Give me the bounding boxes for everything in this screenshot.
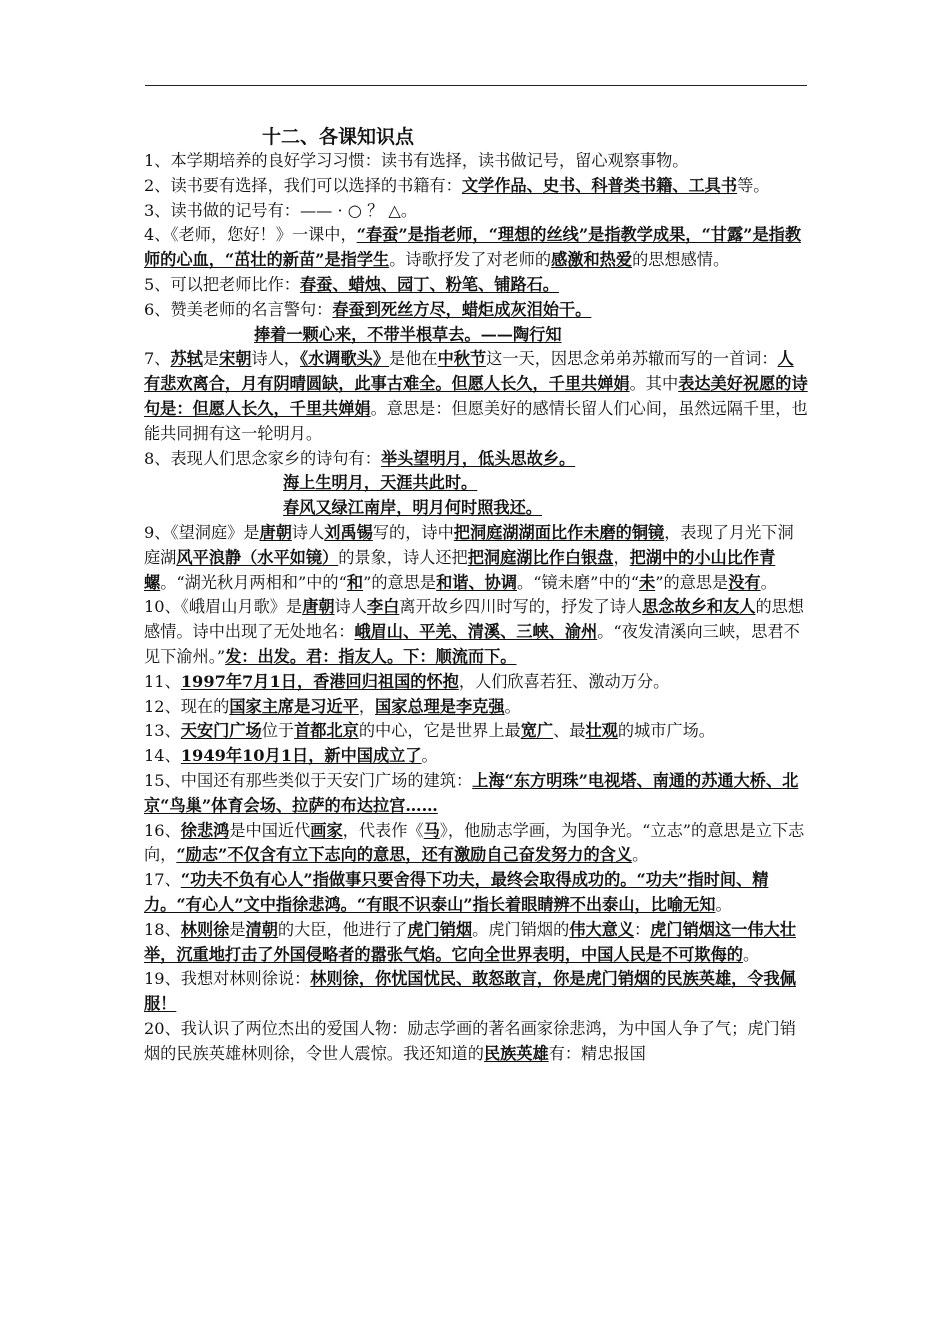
knowledge-item-4 xyxy=(144,223,808,273)
plain-text: ： xyxy=(634,919,651,939)
emphasis-text: 思念故乡和友人 xyxy=(642,597,756,617)
knowledge-item-10 xyxy=(144,595,808,669)
emphasis-text: 唐朝 xyxy=(259,522,292,542)
knowledge-item-20 xyxy=(144,1017,808,1067)
emphasis-text: 民族英雄 xyxy=(483,1043,549,1063)
emphasis-text: 国家主席是习近平 xyxy=(229,696,359,716)
emphasis-text: 唐朝 xyxy=(302,597,335,617)
plain-text: 。“湖光秋月两相和”中的“ xyxy=(160,572,347,592)
knowledge-item-14 xyxy=(144,744,808,769)
plain-text: 、最 xyxy=(553,721,586,741)
knowledge-item-11 xyxy=(144,670,808,695)
plain-text: 17、 xyxy=(144,870,181,890)
emphasis-text: 刘禹锡 xyxy=(324,522,373,542)
plain-text: 6、赞美老师的名言警句： xyxy=(144,299,333,319)
header-rule xyxy=(145,85,807,86)
plain-text: 的城市广场。 xyxy=(617,721,715,741)
plain-text: 的思想感情。诗中出现了无处地名： xyxy=(144,597,804,642)
plain-text: 。其中 xyxy=(629,374,679,394)
plain-text: 是 xyxy=(202,349,220,369)
plain-text: 10、《峨眉山月歌》是 xyxy=(144,597,303,617)
plain-text: 》，他励志学画，为国争光。“立志”的意思是立下志向， xyxy=(144,820,805,865)
plain-text: ，代表作《 xyxy=(342,820,424,840)
emphasis-text: 把湖中的小山比作青螺 xyxy=(144,547,776,592)
emphasis-text: 画家 xyxy=(310,820,343,840)
plain-text: 。意思是：但愿美好的感情长留人们心间，虽然远隔千里，也能共同拥有这一轮明月。 xyxy=(144,398,808,443)
quote-line: 捧着一颗心来，不带半根草去。——陶行知 xyxy=(254,324,562,344)
knowledge-item-18 xyxy=(144,918,808,968)
emphasis-text: 未 xyxy=(639,572,656,592)
emphasis-text: “春蚕”是指老师，“理想的丝线”是指教学成果，“甘露”是指教师的心血，“茁壮的新苗”是指学生 xyxy=(144,225,802,270)
plain-text: 8、表现人们思念家乡的诗句有： xyxy=(144,448,381,468)
emphasis-text: 宽广 xyxy=(520,721,554,741)
emphasis-text: 人有悲欢离合，月有阴晴圆缺，此事古难全。但愿人长久，千里共婵娟 xyxy=(144,349,794,394)
emphasis-text: 清朝 xyxy=(245,919,278,939)
knowledge-item-6-continued xyxy=(144,323,808,348)
emphasis-text: 李白 xyxy=(366,597,400,617)
knowledge-item-8-continued xyxy=(144,471,808,496)
knowledge-item-7 xyxy=(144,347,808,446)
emphasis-text: 虎门销烟 xyxy=(407,919,473,939)
plain-text: 1、本学期培养的良好学习习惯：读书有选择，读书做记号，留心观察事物。 xyxy=(144,151,689,170)
knowledge-item-19 xyxy=(144,967,808,1017)
plain-text: 诗人 xyxy=(291,522,325,542)
knowledge-item-13 xyxy=(144,719,808,744)
emphasis-text: 林则徐，你忧国忧民、敢怒敢言，你是虎门销烟的民族英雄，令我佩服！ xyxy=(144,969,796,1014)
plain-text: 诗人， xyxy=(251,349,300,369)
emphasis-text: “功夫不负有心人”指做事只要舍得下功夫，最终会取得成功的。“功夫”指时间、精力。“有心人”文中指徐悲鸿。“有眼不识泰山”指长着眼睛辨不出泰山，比喻无知 xyxy=(144,870,769,914)
emphasis-text: 春蚕、蜡烛、园丁、粉笔、铺路石。 xyxy=(300,274,559,294)
knowledge-item-17 xyxy=(144,868,808,918)
plain-text: 写的，诗中 xyxy=(372,522,454,542)
emphasis-text: 发：出发。君：指友人。下：顺流而下。 xyxy=(225,646,517,666)
plain-text: 9、《望洞庭》是 xyxy=(144,522,260,542)
plain-text: 5、可以把老师比作： xyxy=(144,274,300,294)
plain-text: 等。 xyxy=(737,175,770,195)
emphasis-text: 和 xyxy=(346,572,364,592)
emphasis-text: 首都北京 xyxy=(294,721,359,741)
plain-text: 。 xyxy=(715,894,732,914)
plain-text: 诗人 xyxy=(334,597,367,617)
plain-text: 的景象，诗人还把 xyxy=(338,547,468,567)
emphasis-text: 天安门广场 xyxy=(180,721,262,741)
plain-text: 14、 xyxy=(144,746,181,766)
emphasis-text: 举头望明月，低头思故乡。 xyxy=(380,448,576,468)
knowledge-item-1 xyxy=(144,149,808,174)
knowledge-item-15 xyxy=(144,769,808,819)
plain-text: 7、 xyxy=(144,349,171,369)
plain-text: 的中心，它是世界上最 xyxy=(358,721,521,741)
emphasis-text: 苏轼 xyxy=(170,349,203,369)
emphasis-text: 峨眉山、平羌、清溪、三峡、渝州 xyxy=(354,622,598,642)
plain-text: 12、现在的 xyxy=(144,696,230,716)
plain-text: ， xyxy=(358,696,376,716)
plain-text: 。 xyxy=(504,696,521,716)
emphasis-text: 壮观 xyxy=(585,721,618,741)
plain-text: 13、 xyxy=(144,721,181,741)
knowledge-item-2 xyxy=(144,174,808,199)
knowledge-item-12 xyxy=(144,695,808,720)
plain-text: 20、我认识了两位杰出的爱国人物：励志学画的著名画家徐悲鸿，为中国人争了气；虎门销烟的民族英雄林则徐，令世人震惊。我还知道的 xyxy=(144,1018,796,1063)
emphasis-text: 文学作品、史书、科普类书籍、工具书 xyxy=(461,175,738,195)
knowledge-item-8-continued xyxy=(144,496,808,521)
plain-text: 。虎门销烟的 xyxy=(472,919,570,939)
emphasis-text: 伟大意义 xyxy=(569,919,635,939)
knowledge-item-5 xyxy=(144,273,808,298)
knowledge-item-8 xyxy=(144,447,808,472)
emphasis-text: 风平浪静（水平如镜） xyxy=(176,547,339,567)
emphasis-text: 马 xyxy=(423,820,440,840)
page-title: 十二、各课知识点 xyxy=(262,126,415,148)
emphasis-text: 把洞庭湖比作白银盘 xyxy=(467,547,614,567)
plain-text: 15、中国还有那些类似于天安门广场的建筑： xyxy=(144,770,473,790)
plain-text: 是中国近代 xyxy=(229,820,311,840)
emphasis-text: 把洞庭湖湖面比作未磨的铜镜 xyxy=(453,522,665,542)
emphasis-text: 《水调歌头》 xyxy=(300,349,390,369)
plain-text: 是 xyxy=(229,919,246,939)
plain-text: 这一天，因思念弟弟苏辙而写的一首词： xyxy=(486,349,778,369)
emphasis-text: 林则徐 xyxy=(180,919,230,939)
emphasis-text: 中秋节 xyxy=(437,349,487,369)
emphasis-text: 感激和热爱 xyxy=(551,250,633,270)
plain-text: ”的意思是 xyxy=(363,572,437,592)
plain-text: 的思想感情。 xyxy=(632,250,730,270)
plain-text: 的大臣，他进行了 xyxy=(277,919,408,939)
plain-text: ”的意思是 xyxy=(655,572,729,592)
knowledge-item-6 xyxy=(144,298,808,323)
emphasis-text: 虎门销烟这一伟大壮举，沉重地打击了外国侵略者的嚣张气焰。它向全世界表明，中国人民是不可欺侮的 xyxy=(144,919,796,964)
plain-text: 位于 xyxy=(261,721,295,741)
plain-text: 11、 xyxy=(144,671,181,691)
plain-text: 。 xyxy=(632,845,649,865)
plain-text: 3、读书做的记号有：—— · ○ ？ △。 xyxy=(144,200,418,220)
plain-text: ，表现了月光下洞庭湖 xyxy=(144,522,794,567)
poem-line: 春风又绿江南岸，明月何时照我还。 xyxy=(283,498,542,518)
plain-text: 离开故乡四川时写的，抒发了诗人 xyxy=(399,597,643,617)
plain-text: 。 xyxy=(760,572,777,592)
emphasis-text: 春蚕到死丝方尽，蜡炬成灰泪始干。 xyxy=(332,299,592,319)
plain-text: 2、读书要有选择，我们可以选择的书籍有： xyxy=(144,175,462,195)
plain-text: 4、《老师，您好！》一课中， xyxy=(144,225,357,245)
plain-text: 。“镜未磨”中的“ xyxy=(517,572,639,592)
emphasis-text: 徐悲鸿 xyxy=(180,820,230,840)
knowledge-item-16 xyxy=(144,819,808,869)
emphasis-text: 宋朝 xyxy=(219,349,252,369)
poem-line: 海上生明月，天涯共此时。 xyxy=(283,473,478,493)
knowledge-list xyxy=(144,149,808,1066)
plain-text: ， xyxy=(613,547,630,567)
plain-text: 是他在 xyxy=(389,349,438,369)
emphasis-text: 1997年7月1日，香港回归祖国的怀抱 xyxy=(180,671,459,691)
emphasis-text: 和谐、协调 xyxy=(436,572,518,592)
plain-text: 16、 xyxy=(144,820,181,840)
emphasis-text: “励志”不仅含有立下志向的意思，还有激励自己奋发努力的含义 xyxy=(176,845,633,865)
emphasis-text: 1949年10月1日，新中国成立了 xyxy=(180,746,422,766)
emphasis-text: 没有 xyxy=(728,572,761,592)
plain-text: 18、 xyxy=(144,919,181,939)
plain-text: ，人们欣喜若狂、激动万分。 xyxy=(458,671,670,691)
plain-text: 。“夜发清溪向三峡，思君不见下渝州。” xyxy=(144,622,800,666)
plain-text: 。 xyxy=(742,944,760,964)
plain-text: 有：精忠报国 xyxy=(548,1043,646,1063)
emphasis-text: 国家总理是李克强 xyxy=(375,696,505,716)
emphasis-text: 上海“东方明珠”电视塔、南通的苏通大桥、北京“鸟巢”体育会场、拉萨的布达拉宫…… xyxy=(144,770,799,815)
plain-text: 19、我想对林则徐说： xyxy=(144,969,311,989)
plain-text: 。 xyxy=(421,746,438,766)
plain-text: 。诗歌抒发了对老师的 xyxy=(389,250,552,270)
emphasis-text: 表达美好祝愿的诗句是：但愿人长久，千里共婵娟 xyxy=(144,374,808,418)
knowledge-item-3 xyxy=(144,199,808,224)
knowledge-item-9 xyxy=(144,521,808,595)
